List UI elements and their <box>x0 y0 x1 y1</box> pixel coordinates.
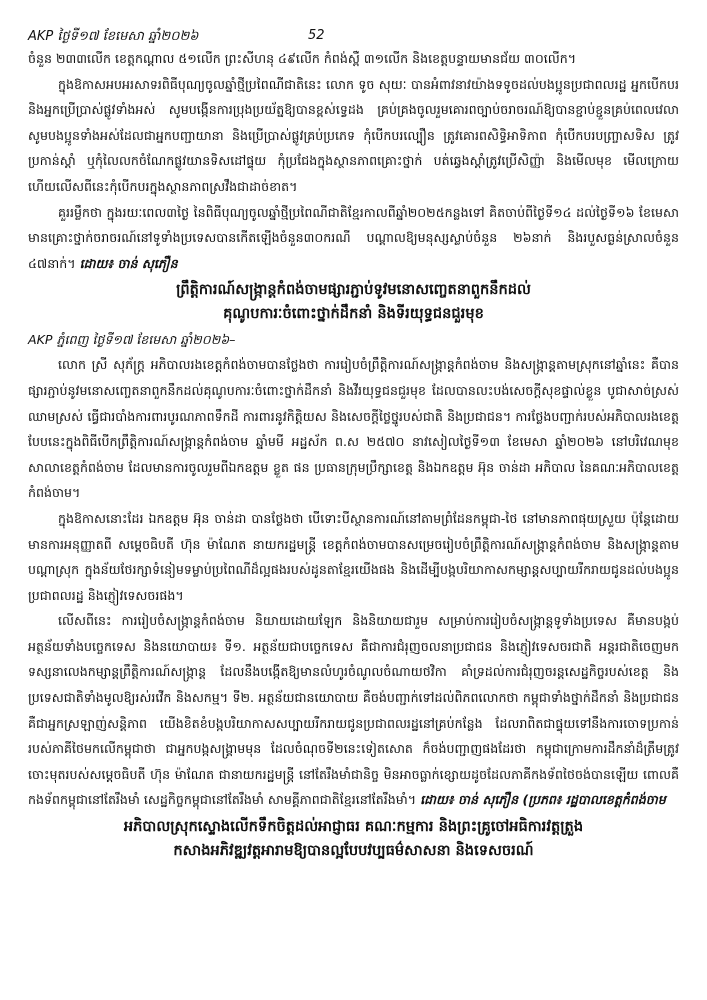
page-header <box>28 18 679 46</box>
author-byline: ដោយ៖ ចាន់ សុភឿន <box>79 255 178 271</box>
headline-line: ព្រឹត្តិការណ៍សង្ក្រាន្តកំពង់ចាមផ្សារភ្ជាប់ទូវមនោសញ្ចេតនាពួកនឹកដល់ <box>176 281 531 299</box>
story-stoung-pagoda <box>28 815 679 863</box>
page-number: 52 <box>308 28 325 43</box>
paragraph <box>28 200 679 277</box>
story-kampong-cham-sangkran <box>28 278 679 813</box>
header-date: AKP ថ្ងៃទី១៧ ខែមេសា ឆ្នាំ២០២៦ <box>28 29 199 44</box>
paragraph: ចំនួន ២៣៣លើក ខេត្តកណ្ដាល ៥១លើក ព្រះសីហនុ ៤៩លើក កំពង់ស្ពឺ ៣១លើក និងខេត្តបន្ទាយមានជ័យ ៣០លើក។ <box>28 51 577 66</box>
paragraph <box>28 608 679 813</box>
paragraph: លោក ស្រី សុភ័ក្ត្រ អភិបាលរងខេត្តកំពង់ចាមបានថ្លែងថា ការរៀបចំព្រឹត្តិការណ៍សង្ក្រាន្តកំពង់ចាម និងសង្ក្រាន្តតាមស្រុកនៅឆ្នាំនេះ គឺបានផ្សារភ្ជាប់នូវមនោសញ្ចេតនាពួកនឹកដល់គុណូបការៈចំពោះថ្នាក់ដឹកនាំ និងវីរយុទ្ធជនជួរមុខ ដែលបានលះបង់សេចក្ដីសុខផ្ទាល់ខ្លួន បូជាសាច់ស្រស់ ឈាមស្រស់ ធ្វើជារបាំងការពារបូរណភាពទឹកដី ការពារនូវកិត្តិយស និងសេចក្ដីថ្លៃថ្នូរបស់ជាតិ និងប្រជាជន។ ការថ្លែងបញ្ជាក់របស់អភិបាលរងខេត្តបែបនេះក្នុងពិធីបើកព្រឹត្តិការណ៍សង្ក្រាន្តកំពង់ចាម ឆ្នាំមមី អដ្ឋស័ក ព.ស ២៥៧០ នាវសៀលថ្ងៃទី១៣ ខែមេសា ឆ្នាំ២០២៦ នៅបរិវេណមុខសាលាខេត្តកំពង់ចាម ដែលមានការចូលរួមពីឯកឧត្ដម ខ្លួត ផន ប្រធានក្រុមប្រឹក្សាខេត្ត និងឯកឧត្ដម អ៊ុន ចាន់ដា អភិបាល នៃគណៈអភិបាលខេត្តកំពង់ចាម។ <box>28 357 679 501</box>
headline <box>28 278 679 326</box>
paragraph: ក្នុងឱកាសនោះដែរ ឯកឧត្ដម អ៊ុន ចាន់ដា បានថ្លែងថា បើទោះបីស្ថានការណ៍នៅតាមព្រំដែនកម្ពុជា-ថៃ នៅមានភាពផុយស្រួយ ប៉ុន្តែដោយមានការអនុញ្ញាតពី សម្ដេចធិបតី ហ៊ុន ម៉ាណែត នាយករដ្ឋមន្ត្រី ខេត្តកំពង់ចាមបានសម្រេចរៀបចំព្រឹត្តិការណ៍សង្ក្រាន្តកំពង់ចាម និងសង្ក្រាន្តតាមបណ្ដាស្រុក ក្នុងន័យថែរក្សាទំនៀមទម្លាប់ប្រពៃណីដ៏ល្អផងរបស់ដូនតាខ្មែរយើងផង និងដើម្បីបង្កបរិយាកាសកម្សាន្តសប្បាយរីករាយជូនដល់បងប្អូនប្រជាពលរដ្ឋ និងភ្ញៀវទេសចរផង។ <box>28 510 679 603</box>
paragraph: ក្នុងឱកាសអបអរសាទរពិធីបុណ្យចូលឆ្នាំថ្មីប្រពៃណីជាតិនេះ លោក ទូច សុយៈ បានអំពាវនាវយ៉ាងទទូចដល់បងប្អូនប្រជាពលរដ្ឋ អ្នកបើកបរ និងអ្នកប្រើប្រាស់ផ្លូវទាំងអស់ សូមបង្កើនការប្រុងប្រយ័ត្នឱ្យបានខ្ពស់ទ្វេដង គ្រប់គ្រងចូលរួមគោរពច្បាប់ចរាចរណ៍ឱ្យបានខ្ជាប់ខ្ជួនគ្រប់ពេលវេលា សូមបងប្អូនទាំងអស់ដែលជាអ្នកបញ្ជាយានា និងប្រើប្រាស់ផ្លូវគ្រប់ប្រភេទ កុំបើកបរល្បឿន ត្រូវគោរពសិទ្ធិអាទិភាព កុំបើកបរបញ្ច្រាសទិស ត្រូវប្រកាន់ស្ដាំ ឬកុំលៃលកចំណែកផ្លូវយានទិសដៅផ្ទុយ កុំប្រជែងក្នុងស្ថានភាពគ្រោះថ្នាក់ បត់ឆ្វេងស្ដាំត្រូវប្រើសិញ្ញ៉ា និងមើលមុខ មើលក្រោយ ហើយលើសពីនេះកុំបើកបរក្នុងស្ថានភាពស្រវឹងជាដាច់ខាត។ <box>28 76 679 194</box>
headline <box>28 815 679 863</box>
paragraph-text: គួររម្លឹកថា ក្នុងរយៈពេល៣ថ្ងៃ នៃពិធីបុណ្យចូលឆ្នាំថ្មីប្រពៃណីជាតិខ្មែរកាលពីឆ្នាំ២០២៥កន្លងទៅ គិតចាប់ពីថ្ងៃទី១៤ ដល់ថ្ងៃទី១៦ ខែមេសា មានគ្រោះថ្នាក់ចរាចរណ៍នៅទូទាំងប្រទេសបានកើតឡើងចំនួន៣០ករណី បណ្ដាលឱ្យមនុស្សស្លាប់ចំនួន ២៦នាក់ និងរបួសធ្ងន់ស្រាលចំនួន ៤៧នាក់។ <box>28 204 679 271</box>
headline-line: អភិបាលស្រុកស្ទោងលើកទឹកចិត្តដល់អាជ្ញាធរ គណៈកម្មការ និងព្រះគ្រូចៅអធិការវត្តត្រួង <box>123 818 584 836</box>
headline-line: គុណូបការៈចំពោះថ្នាក់ដឹកនាំ និងទីរយុទ្ធជនជួរមុខ <box>223 305 484 323</box>
dateline: AKP ភ្នំពេញ ថ្ងៃទី១៧ ខែមេសា ឆ្នាំ២០២៦– <box>28 332 236 348</box>
author-byline: ដោយ៖ ចាន់ សុភឿន (ប្រភព៖ រដ្ឋបាលខេត្តកំពង់ចាម <box>420 792 666 808</box>
paragraph-text: លើសពីនេះ ការរៀបចំសង្ក្រាន្តកំពង់ចាម និយាយដោយឡែក និងនិយាយជារួម សម្រាប់ការរៀបចំសង្ក្រាន្តទូទាំងប្រទេស គឺមានបង្កប់អត្ថន័យទាំងបច្ចេកទេស និងនយោបាយ៖ ទី១. អត្ថន័យជាបច្ចេកទេស គឺជាការជំរុញចលនាប្រជាជន និងភ្ញៀវទេសចរជាតិ អន្តរជាតិចេញមកទស្សនាលេងកម្សាន្តព្រឹត្តិការណ៍សង្ក្រាន្ត ដែលនឹងបង្កើតឱ្យមានលំហូរចំណូលចំណាយថវិកា គាំទ្រដល់ការជំរុញចរន្តសេដ្ឋកិច្ចរបស់ខេត្ត និងប្រទេសជាតិទាំងមូលឱ្យរស់រវើក និងសកម្ម។ ទី២. អត្ថន័យជានយោបាយ គឺចង់បញ្ជាក់ទៅដល់ពិភពលោកថា កម្ពុជាទាំងថ្នាក់ដឹកនាំ និងប្រជាជន គឺជាអ្នកស្រឡាញ់សន្តិភាព យើងខិតខំបង្កបរិយាកាសសប្បាយរីករាយជូនប្រជាពលរដ្ឋនៅគ្រប់កន្លែង ដែលរាពិតជាផ្ទុយទៅនឹងការចោទប្រកាន់របស់ភាគីថៃមកលើកម្ពុជាថា ជាអ្នកបង្កសង្គ្រាមមុន ដែលចំណុចទី២នេះទៀតសោត ក៏ចង់បញ្ជាញផងដែរថា កម្ពុជាក្រោមការដឹកនាំដ៏ត្រឹមត្រូវ ចោះមុតរបស់សម្ដេចធិបតី ហ៊ុន ម៉ាណែត ជានាយករដ្ឋមន្ត្រី នៅតែរឹងមាំជានិច្ច មិនអាចធ្លាក់ខ្សោយដូចដែលភាគីកងទ័ពថៃចង់បានឡើយ ពោលគឺកងទ័ពកម្ពុជានៅតែរឹងមាំ សេដ្ឋកិច្ចកម្ពុជានៅតែរឹងមាំ សាមគ្គីភាពជាតិខ្មែរនៅតែរឹងមាំ។ <box>28 613 679 808</box>
story-road-safety <box>28 46 679 276</box>
headline-line: កសាងអភិវឌ្ឍវត្តអារាមឱ្យបានល្អបែបវប្បធម៌សាសនា និងទេសចរណ៍ <box>173 842 534 860</box>
